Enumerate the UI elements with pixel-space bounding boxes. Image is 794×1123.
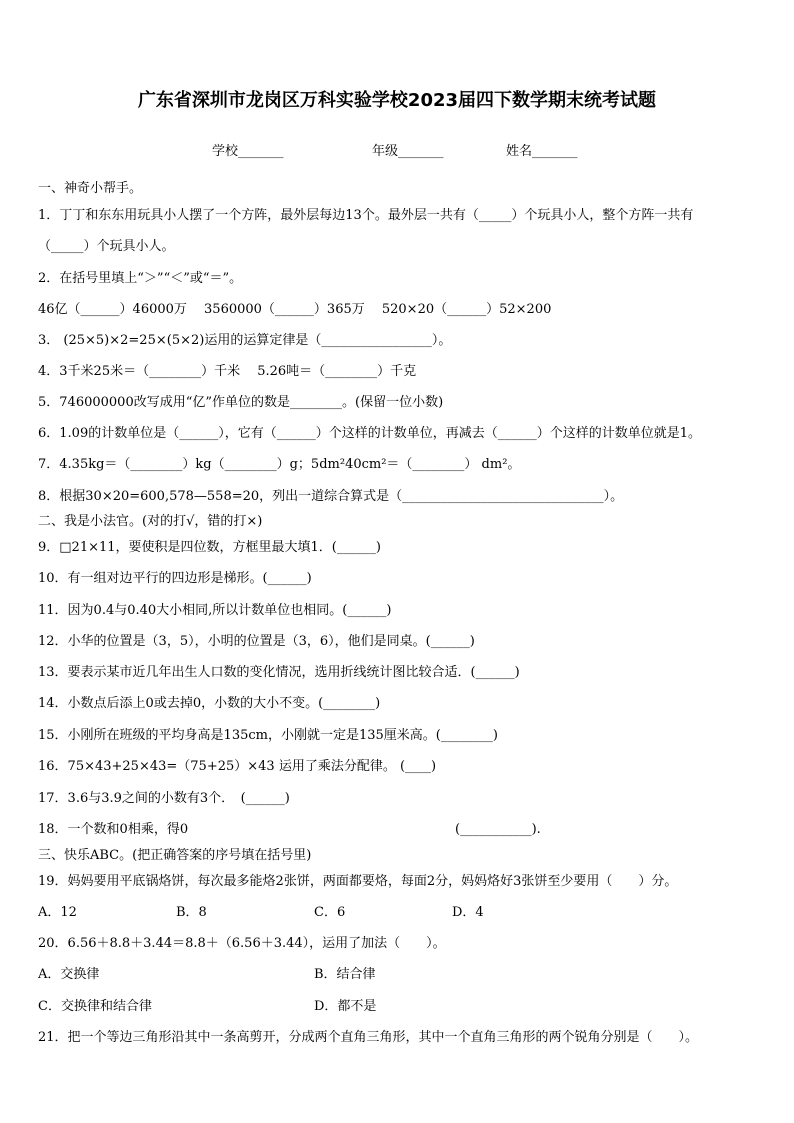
- section-heading-3: 三、快乐ABC。(把正确答案的序号填在括号里): [38, 848, 312, 863]
- q20-option-d: D．都不是: [314, 999, 377, 1014]
- q19-option-b: B．8: [176, 905, 207, 920]
- question-10: 10．有一组对边平行的四边形是梯形。(______): [38, 571, 312, 586]
- question-1: 1．丁丁和东东用玩具小人摆了一个方阵，最外层每边13个。最外层一共有（_____）个玩具小人，整个方阵一共有: [38, 208, 694, 223]
- question-2-items: 46亿（______）46000万 3560000（______）365万 520×20（______）52×200: [38, 302, 552, 317]
- section-heading-1: 一、神奇小帮手。: [38, 181, 143, 196]
- question-8: 8．根据30×20=600,578—558=20，列出一道综合算式是（_______________________________）。: [38, 489, 624, 504]
- page-title: 广东省深圳市龙岗区万科实验学校2023届四下数学期末统考试题: [137, 90, 657, 111]
- question-7: 7．4.35kg＝（________）kg（________）g；5dm²40cm²＝（________） dm²。: [38, 457, 521, 472]
- section-heading-2: 二、我是小法官。(对的打√，错的打×): [38, 514, 263, 529]
- question-2: 2．在括号里填上“＞”“＜”或“＝”。: [38, 271, 243, 286]
- question-11: 11．因为0.4与0.40大小相同,所以计数单位也相同。(______): [38, 603, 392, 618]
- question-1-continued: （_____）个玩具小人。: [38, 239, 175, 254]
- question-14: 14．小数点后添上0或去掉0，小数的大小不变。(________): [38, 696, 381, 711]
- q20-option-b: B．结合律: [314, 967, 376, 982]
- question-21: 21．把一个等边三角形沿其中一条高剪开，分成两个直角三角形，其中一个直角三角形的两个锐角分别是（ ）。: [38, 1030, 699, 1045]
- question-3: 3． (25×5)×2=25×(5×2)运用的运算定律是（_________________）。: [38, 333, 452, 348]
- q20-option-c: C．交换律和结合律: [38, 999, 152, 1014]
- question-19: 19．妈妈要用平底锅烙饼，每次最多能烙2张饼，两面都要烙，每面2分，妈妈烙好3张饼至少要用（ ）分。: [38, 874, 678, 889]
- question-20: 20．6.56＋8.8＋3.44＝8.8＋（6.56＋3.44），运用了加法（ ）。: [38, 936, 446, 951]
- q19-option-a: A．12: [38, 905, 77, 920]
- question-9: 9．□21×11，要使积是四位数，方框里最大填1．(______): [38, 540, 381, 555]
- question-13: 13．要表示某市近几年出生人口数的变化情况，选用折线统计图比较合适．(______): [38, 665, 520, 680]
- question-12: 12．小华的位置是（3，5），小明的位置是（3，6），他们是同桌。(______): [38, 634, 475, 649]
- question-17: 17．3.6与3.9之间的小数有3个． (______): [38, 791, 290, 806]
- question-5: 5．746000000改写成用“亿”作单位的数是________。(保留一位小数): [38, 395, 444, 410]
- question-15: 15．小刚所在班级的平均身高是135cm，小刚就一定是135厘米高。(________): [38, 728, 498, 743]
- question-4: 4．3千米25米＝（________）千米 5.26吨＝（________）千克: [38, 364, 417, 379]
- grade-field: 年级_______: [372, 144, 444, 159]
- school-field: 学校_______: [212, 144, 284, 159]
- q19-option-c: C．6: [314, 905, 346, 920]
- question-16: 16．75×43+25×43=（75+25）×43 运用了乘法分配律。 (____): [38, 759, 437, 774]
- q20-option-a: A．交换律: [38, 967, 100, 982]
- q19-option-d: D．4: [452, 905, 484, 920]
- question-18: 18．一个数和0相乘，得0: [38, 822, 189, 837]
- name-field: 姓名_______: [506, 144, 578, 159]
- question-18-blank: (___________).: [455, 822, 541, 837]
- question-6: 6．1.09的计数单位是（______），它有（______）个这样的计数单位，再减去（______）个这样的计数单位就是1。: [38, 426, 701, 441]
